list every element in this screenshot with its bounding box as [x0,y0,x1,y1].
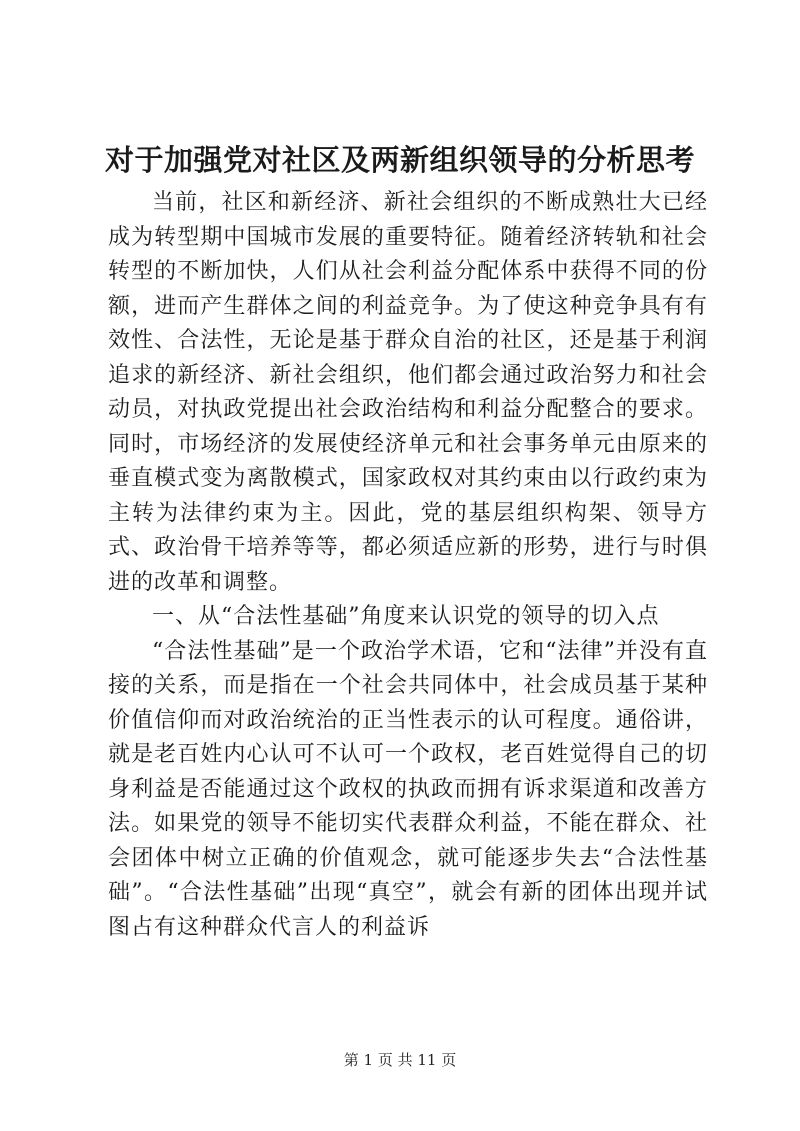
document-title: 对于加强党对社区及两新组织领导的分析思考 [104,143,695,177]
paragraph-intro: 当前，社区和新经济、新社会组织的不断成熟壮大已经成为转型期中国城市发展的重要特征。随着经济转轨和社会转型的不断加快，人们从社会利益分配体系中获得不同的份额，进而产生群体之间的利益竞争。为了使这种竞争具有有效性、合法性，无论是基于群众自治的社区，还是基于利润追求的新经济、新社会组织，他们都会通过政治努力和社会动员，对执政党提出社会政治结构和利益分配整合的要求。同时，市场经济的发展使经济单元和社会事务单元由原来的垂直模式变为离散模式，国家政权对其约束由以行政约束为主转为法律约束为主。因此，党的基层组织构架、领导方式、政治骨干培养等等，都必须适应新的形势，进行与时俱进的改革和调整。 [108,190,708,595]
paragraph-legitimacy: “合法性基础”是一个政治学术语，它和“法律”并没有直接的关系，而是指在一个社会共同体中，社会成员基于某种价值信仰而对政治统治的正当性表示的认可程度。通俗讲，就是老百姓内心认可不认可一个政权，老百姓觉得自己的切身利益是否能通过这个政权的执政而拥有诉求渠道和改善方法。如果党的领导不能切实代表群众利益，不能在群众、社会团体中树立正确的价值观念，就可能逐步失去“合法性基础”。“合法性基础”出现“真空”，就会有新的团体出现并试图占有这种群众代言人的利益诉 [108,638,708,940]
section-heading-1: 一、从“合法性基础”角度来认识党的领导的切入点 [152,604,660,629]
page-number: 第 1 页 共 11 页 [343,1051,457,1069]
document-body [108,186,708,945]
